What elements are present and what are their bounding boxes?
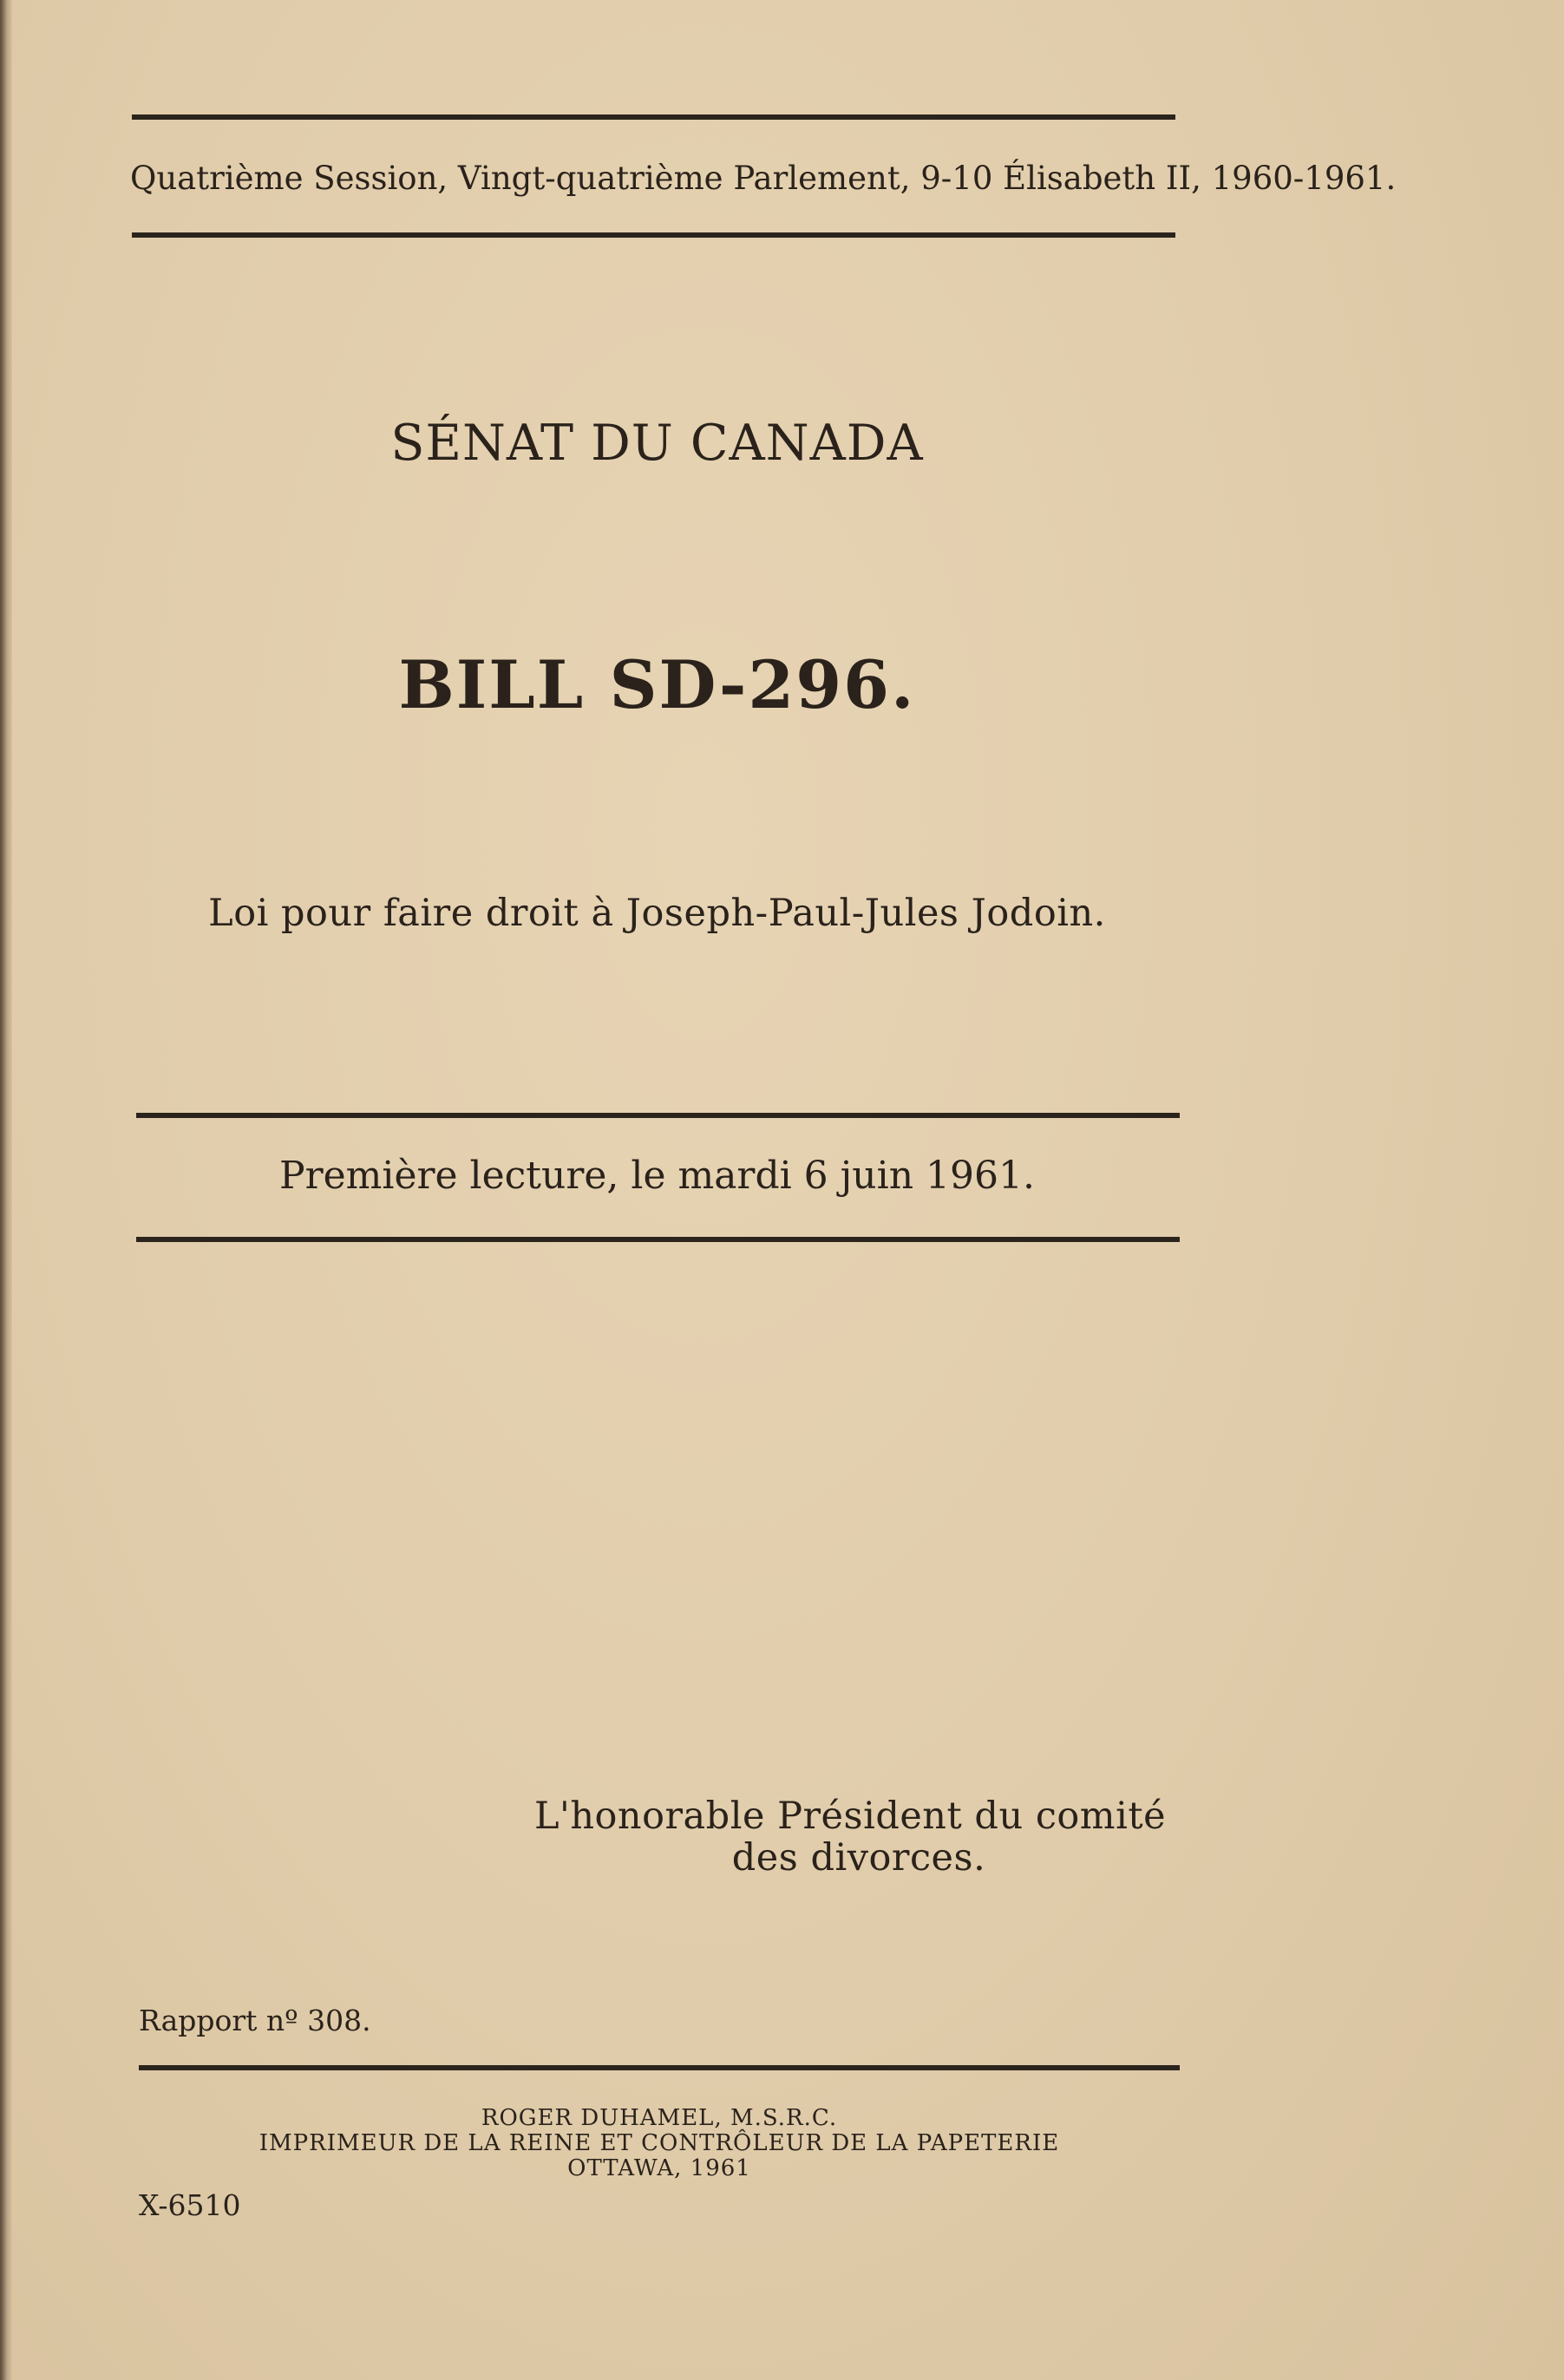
reading-top-rule: [136, 1113, 1180, 1118]
binding-edge: [0, 0, 12, 2380]
top-rule: [132, 114, 1175, 120]
first-reading: Première lecture, le mardi 6 juin 1961.: [278, 1154, 1036, 1198]
bill-number: BILL SD-296.: [398, 646, 916, 723]
document-code: X-6510: [139, 2188, 241, 2222]
printer-name: ROGER DUHAMEL, M.S.R.C.: [481, 2105, 838, 2131]
session-bottom-rule: [132, 232, 1175, 238]
printer-top-rule: [139, 2065, 1180, 2070]
report-number: Rapport nº 308.: [139, 2004, 371, 2037]
sponsor-line-1: L'honorable Président du comité: [533, 1795, 1167, 1838]
sponsor-line-2: des divorces.: [731, 1836, 986, 1880]
senate-heading: SÉNAT DU CANADA: [390, 415, 924, 472]
session-line: Quatrième Session, Vingt-quatrième Parlement, 9-10 Élisabeth II, 1960-1961.: [130, 160, 1397, 197]
sponsor-block: [520, 1795, 1180, 1879]
bill-subject: Loi pour faire droit à Joseph-Paul-Jules Jodoin.: [208, 892, 1106, 935]
reading-bottom-rule: [136, 1237, 1180, 1242]
printer-location: OTTAWA, 1961: [567, 2155, 751, 2181]
printer-title: IMPRIMEUR DE LA REINE ET CONTRÔLEUR DE LA PAPETERIE: [258, 2130, 1060, 2156]
printer-block: [139, 2106, 1180, 2181]
